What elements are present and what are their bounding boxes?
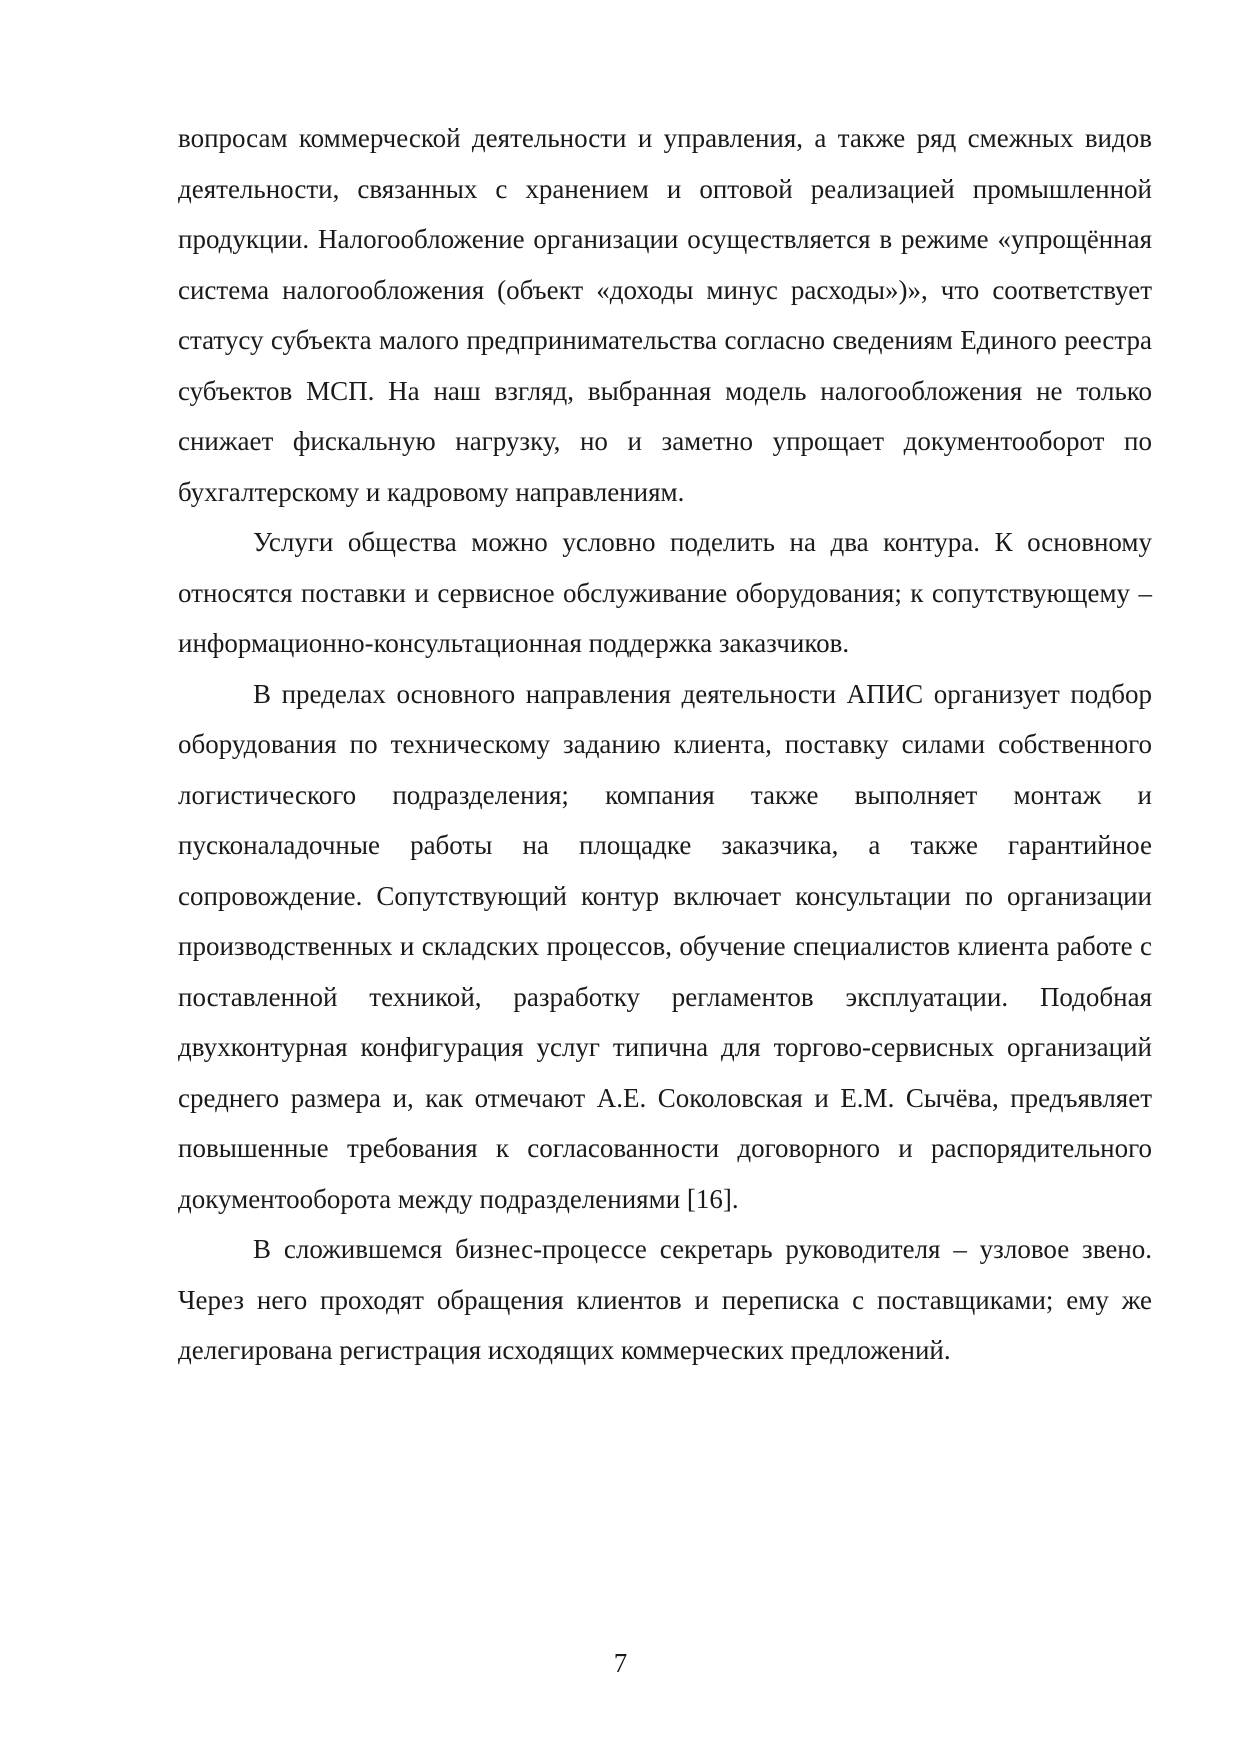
page-number: 7 (613, 1648, 628, 1678)
paragraph-4: В сложившемся бизнес-процессе секретарь руководителя – узловое звено. Через него проходят обращения клиентов и переписка с поставщиками; ему же делегирована регистрация исходящих коммерческих предложений. (178, 1234, 1152, 1365)
paragraph-3: В пределах основного направления деятельности АПИС организует подбор оборудования по техническому заданию клиента, поставку силами собственного логистического подразделения; компания также выполняет монтаж и пусконаладочные работы на площадке заказчика, а также гарантийное сопровождение. Сопутствующий контур включает консультации по организации производственных и складских процессов, обучение специалистов клиента работе с поставленной техникой, разработку регламентов эксплуатации. Подобная двухконтурная конфигурация услуг типична для торгово-сервисных организаций среднего размера и, как отмечают А.Е. Соколовская и Е.М. Сычёва, предъявляет повышенные требования к согласованности договорного и распорядительного документооборота между подразделениями [16]. (178, 678, 1152, 1214)
paragraph-2: Услуги общества можно условно поделить на два контура. К основному относятся поставки и сервисное обслуживание оборудования; к сопутствующему – информационно-консультационная поддержка заказчиков. (178, 527, 1152, 658)
paragraph-1: вопросам коммерческой деятельности и управления, а также ряд смежных видов деятельности, связанных с хранением и оптовой реализацией промышленной продукции. Налогообложение организации осуществляется в режиме «упрощённая система налогообложения (объект «доходы минус расходы»)», что соответствует статусу субъекта малого предпринимательства согласно сведениям Единого реестра субъектов МСП. На наш взгляд, выбранная модель налогообложения не только снижает фискальную нагрузку, но и заметно упрощает документооборот по бухгалтерскому и кадровому направлениям. (178, 123, 1152, 507)
body-text (178, 113, 1152, 1376)
